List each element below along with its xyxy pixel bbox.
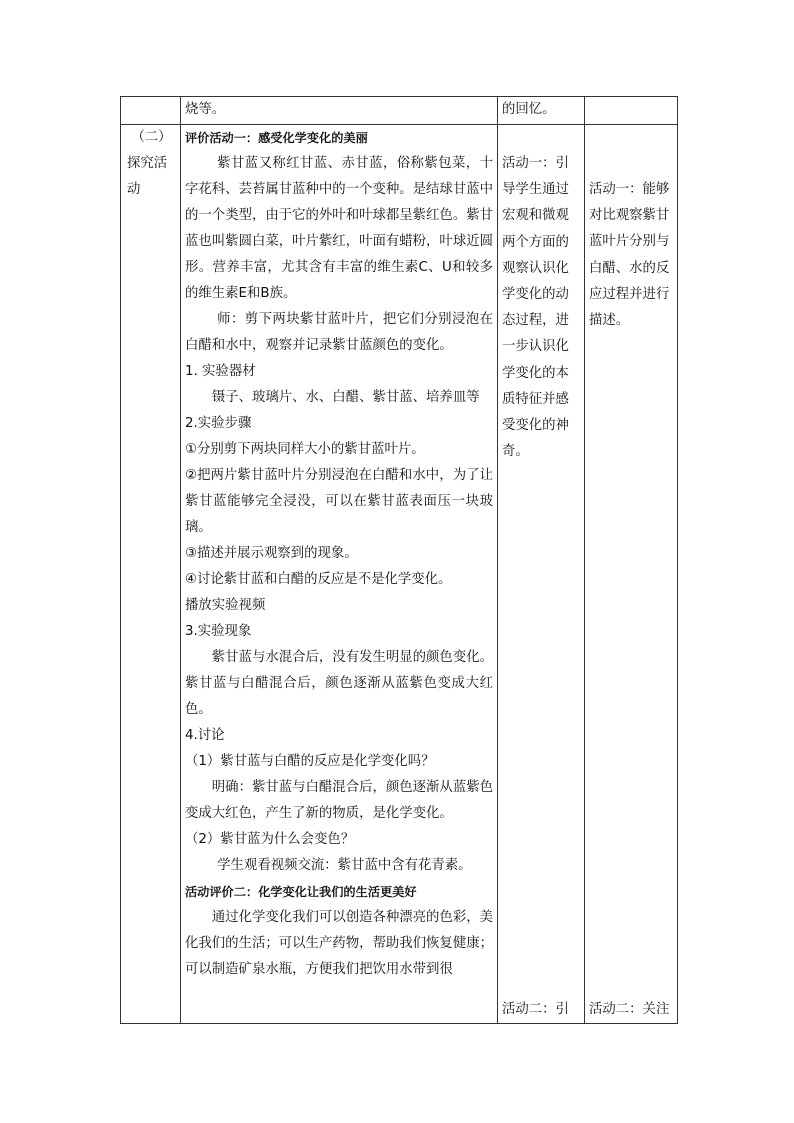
activity2-paragraph: 通过化学变化我们可以创造各种漂亮的色彩，美化我们的生活；可以生产药物，帮助我们恢复健康；可以制造矿泉水瓶，方便我们把饮用水带到很 [185,910,493,977]
heading-steps: 2.实验步骤 [185,416,252,431]
video-note: 播放实验视频 [185,598,266,613]
heading-equipment: 1. 实验器材 [185,364,256,379]
activity1-title: 评价活动一：感受化学变化的美丽 [185,131,368,145]
intent-cell [498,125,585,1024]
table-row [121,97,678,125]
step-4: ④讨论紫甘蓝和白醋的反应是不是化学变化。 [185,572,452,587]
question-2: （2）紫甘蓝为什么会变色？ [185,832,355,847]
row-prev-col4 [585,97,678,125]
evaluation-activity1: 活动一：能够对比观察紫甘蓝叶片分别与白醋、水的反应过程并进行描述。 [589,182,670,329]
phenomenon-2: 紫甘蓝与白醋混合后，颜色逐渐从蓝紫色变成大红色。 [185,676,493,717]
lesson-plan-table [120,96,678,1024]
answer-2: 学生观看视频交流：紫甘蓝中含有花青素。 [217,858,472,873]
section-cell [121,125,181,1024]
section-name: 探究活动 [127,156,168,197]
answer-1: 明确：紫甘蓝与白醋混合后，颜色逐渐从蓝紫色变成大红色，产生了新的物质，是化学变化。 [185,780,493,821]
phenomenon-1: 紫甘蓝与水混合后，没有发生明显的颜色变化。 [211,650,493,665]
step-3: ③描述并展示观察到的现象。 [185,546,358,561]
evaluation-cell [585,125,678,1024]
equipment-list: 镊子、玻璃片、水、白醋、紫甘蓝、培养皿等 [211,390,480,405]
activity2-title: 活动评价二：化学变化让我们的生活更美好 [185,885,417,899]
section-number: （二） [131,130,172,145]
content-cell [181,125,498,1024]
step-2: ②把两片紫甘蓝叶片分别浸泡在白醋和水中，为了让紫甘蓝能够完全浸没，可以在紫甘蓝表面压一块玻璃。 [185,468,493,535]
heading-discussion: 4.讨论 [185,728,225,743]
row-prev-col1 [121,97,181,125]
heading-phenomena: 3.实验现象 [185,624,252,639]
step-1: ①分别剪下两块同样大小的紫甘蓝叶片。 [185,442,425,457]
row-prev-col2 [181,97,498,125]
row-prev-col3 [498,97,585,125]
evaluation-activity2: 活动二：关注 [589,1002,670,1017]
intent-activity1: 活动一：引导学生通过宏观和微观两个方面的观察认识化学变化的动态过程，进一步认识化学变化的本质特征并感受变化的神奇。 [502,156,569,460]
row-prev-col2-text: 烧等。 [185,102,226,117]
teacher-paragraph: 师：剪下两块紫甘蓝叶片，把它们分别浸泡在白醋和水中，观察并记录紫甘蓝颜色的变化。 [185,312,493,353]
table-row [121,125,678,1024]
question-1: （1）紫甘蓝与白醋的反应是化学变化吗？ [185,754,435,769]
row-prev-col3-text: 的回忆。 [502,102,556,117]
intent-activity2: 活动二：引 [502,1002,569,1017]
intro-paragraph: 紫甘蓝又称红甘蓝、赤甘蓝，俗称紫包菜，十字花科、芸苔属甘蓝种中的一个变种。是结球甘蓝中的一个类型，由于它的外叶和叶球都呈紫红色。紫甘蓝也叫紫圆白菜，叶片紫红，叶面有蜡粉，叶球近圆形。营养丰富，尤其含有丰富的维生素C、U和较多的维生素E和B族。 [185,156,493,301]
